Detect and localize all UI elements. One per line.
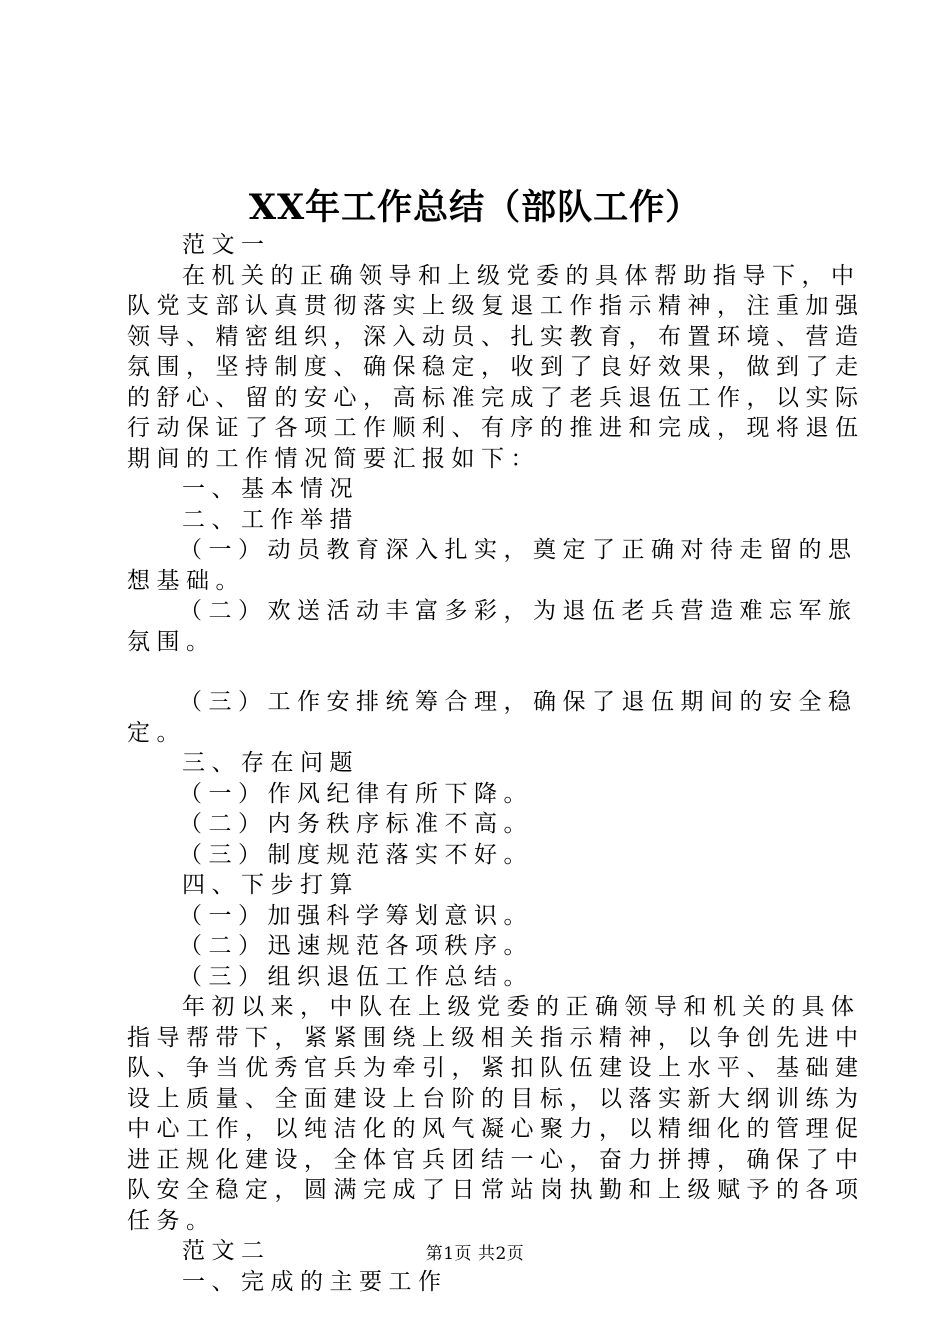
list-item: （二）内务秩序标准不高。 [179,811,533,837]
list-item: （一）作风纪律有所下降。 [179,780,533,807]
paragraph: 在机关的正确领导和上级党委的具体帮助指导下，中队党支部认真贯彻落实上级复退工作指示精神，注重加强领导、精密组织，深入动员、扎实教育，布置环境、营造氛围，坚持制度、确保稳定，收到了良好效果，做到了走的舒心、留的安心，高标准完成了老兵退伍工作，以实际行动保证了各项工作顺利、有序的推进和完成，现将退伍期间的工作情况简要汇报如下： [127,262,865,472]
section-heading: 范文一 [182,232,271,258]
list-heading: 二、工作举措 [182,506,359,533]
document-title: XX年工作总结（部队工作） [248,187,702,228]
blank-line [127,657,867,687]
document-body [127,230,867,1297]
page-footer: 第1页 共2页 [425,1244,525,1264]
list-heading: 四、下步打算 [182,872,359,898]
list-heading: 三、存在问题 [182,750,359,776]
list-item: （三）工作安排统筹合理，确保了退伍期间的安全稳定。 [127,689,858,746]
list-item: （三）组织退伍工作总结。 [179,963,533,990]
list-item: （一）加强科学筹划意识。 [179,902,533,929]
list-heading: 一、完成的主要工作 [182,1268,448,1295]
list-item: （一）动员教育深入扎实，奠定了正确对待走留的思想基础。 [127,537,858,594]
list-item: （三）制度规范落实不好。 [179,841,533,868]
list-item: （二）欢送活动丰富多彩，为退伍老兵营造难忘军旅氛围。 [127,598,858,655]
list-heading: 一、基本情况 [182,476,359,502]
section-heading: 范文二 [182,1238,271,1264]
paragraph: 年初以来，中队在上级党委的正确领导和机关的具体指导帮带下，紧紧围绕上级相关指示精神，以争创先进中队、争当优秀官兵为牵引，紧扣队伍建设上水平、基础建设上质量、全面建设上台阶的目标，以落实新大纲训练为中心工作，以纯洁化的风气凝心聚力，以精细化的管理促进正规化建设，全体官兵团结一心，奋力拼搏，确保了中队安全稳定，圆满完成了日常站岗执勤和上级赋予的各项任务。 [127,994,865,1234]
list-item: （二）迅速规范各项秩序。 [179,933,533,959]
